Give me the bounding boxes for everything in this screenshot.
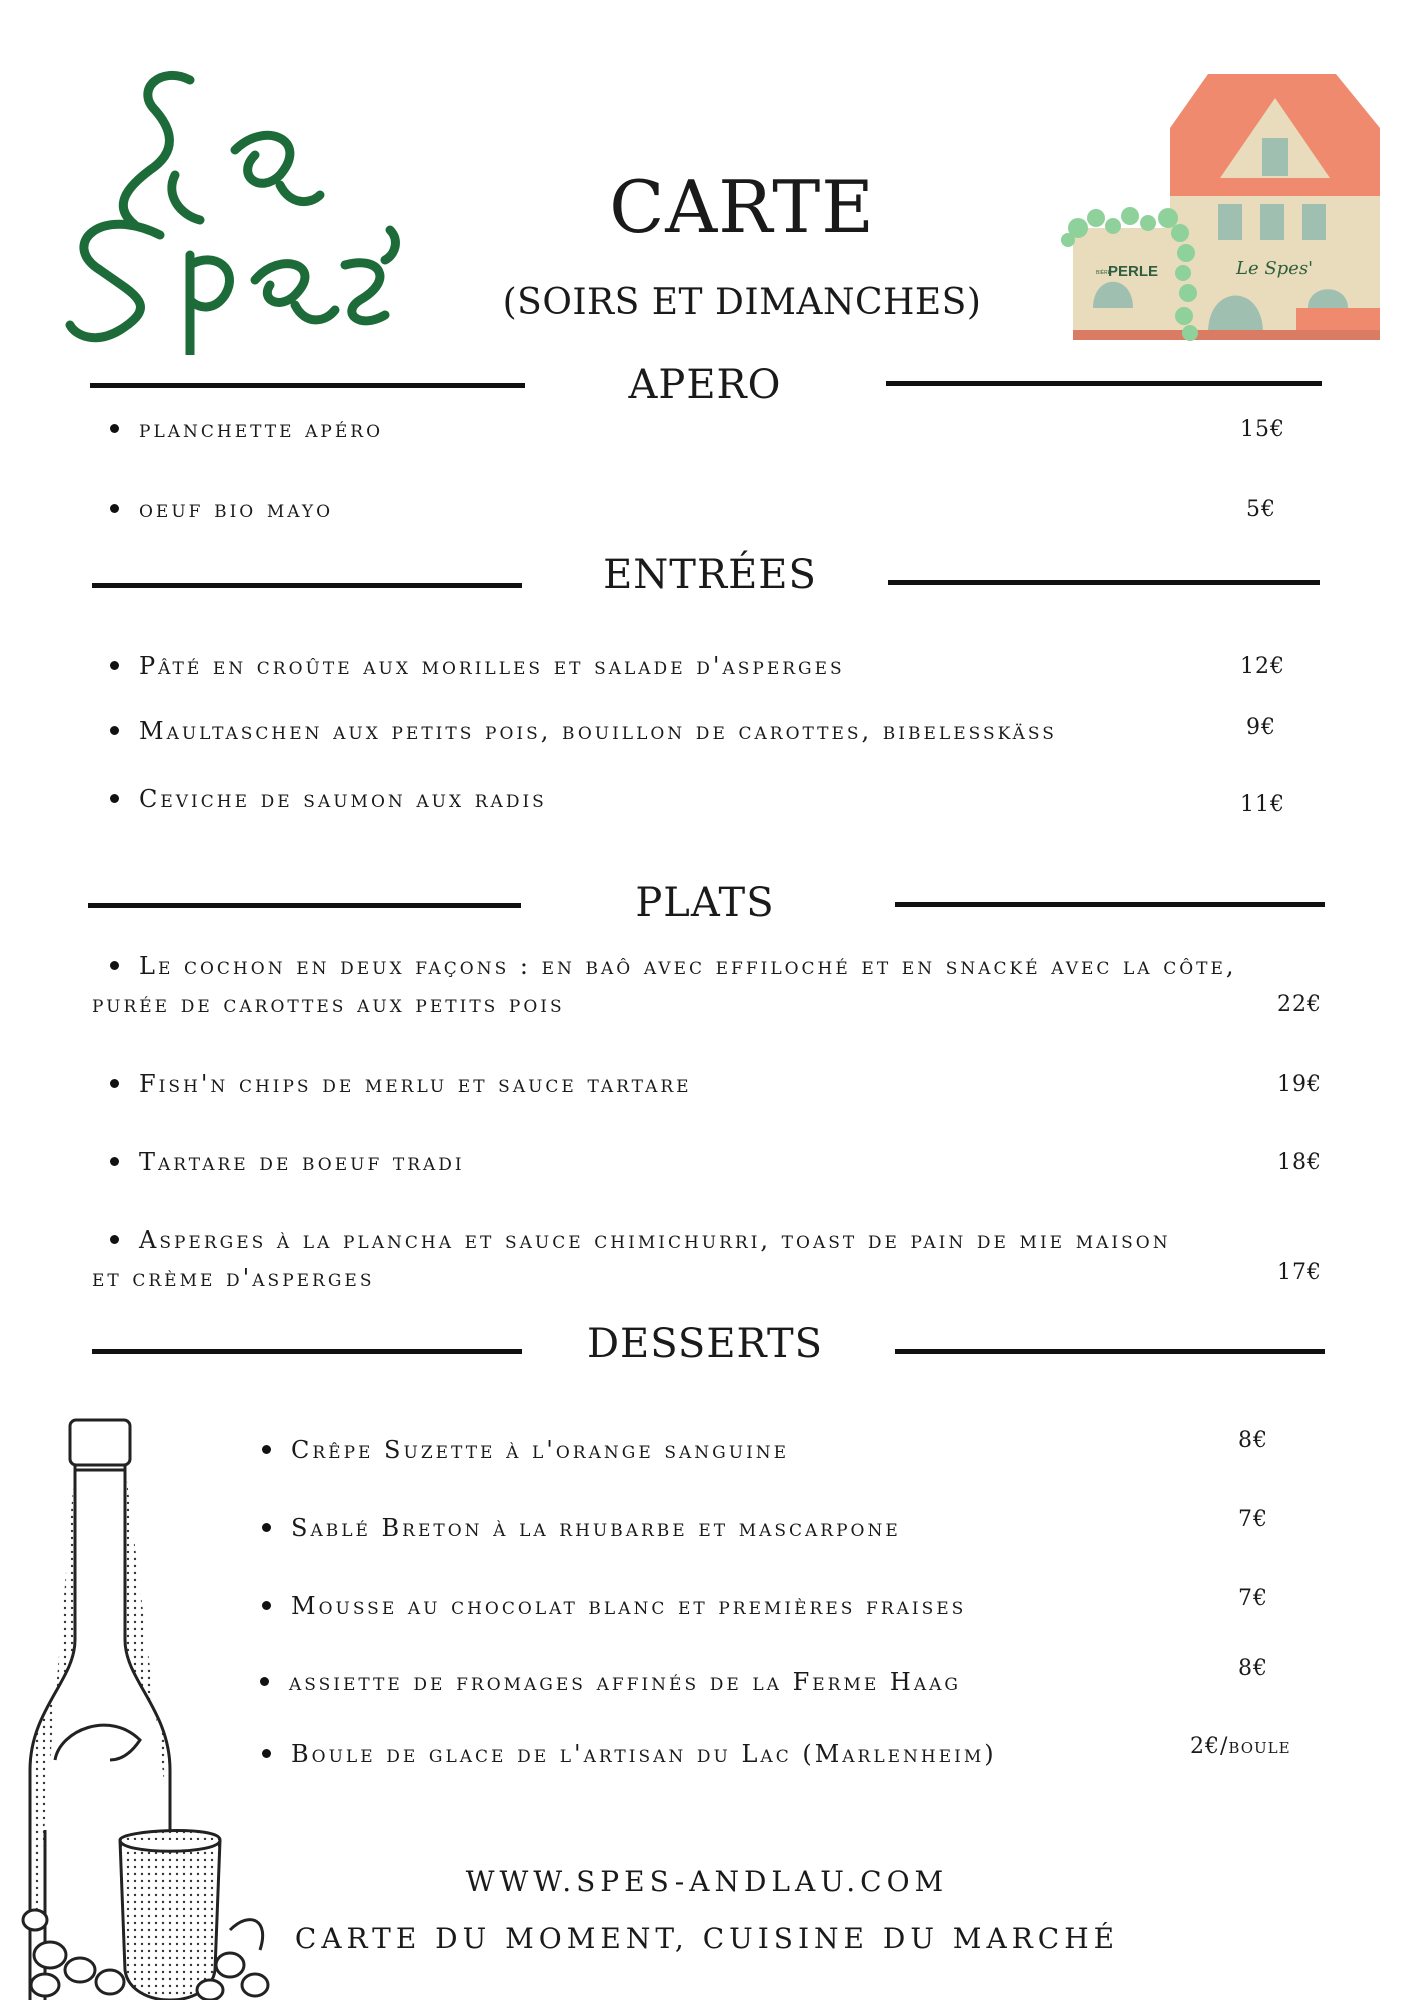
- item-name-line1: Le cochon en deux façons : en baô avec effiloché et en snacké avec la côte,: [139, 952, 1237, 980]
- wine-bottle-glass-illustration: [0, 1410, 285, 2000]
- page-subtitle: (SOIRS ET DIMANCHES): [502, 282, 982, 323]
- bullet-icon: [110, 1235, 119, 1244]
- item-price: 17€: [1277, 1260, 1322, 1285]
- section-title-apero: APERO: [628, 362, 782, 408]
- item-name: Maultaschen aux petits pois, bouillon de carottes, bibelesskäss: [139, 717, 1057, 745]
- item-name: Pâté en croûte aux morilles et salade d'asperges: [139, 652, 845, 680]
- item-name-line2: et crème d'asperges: [92, 1264, 375, 1292]
- item-price: 2€/boule: [1190, 1734, 1291, 1759]
- section-rule-left: [90, 383, 525, 388]
- section-rule-right: [886, 381, 1322, 386]
- footer-tagline: CARTE DU MOMENT, CUISINE DU MARCHÉ: [294, 1922, 1120, 1955]
- bullet-icon: [110, 726, 119, 735]
- item-price: 8€: [1238, 1656, 1268, 1681]
- item-name: oeuf bio mayo: [139, 495, 334, 523]
- list-item: [262, 1436, 789, 1464]
- item-price: 8€: [1238, 1428, 1268, 1453]
- section-rule-right: [888, 580, 1320, 585]
- bullet-icon: [110, 794, 119, 803]
- bullet-icon: [110, 1079, 119, 1088]
- list-item: [260, 1668, 961, 1696]
- bullet-icon: [110, 961, 119, 970]
- bullet-icon: [110, 424, 119, 433]
- item-price: 18€: [1277, 1150, 1322, 1175]
- item-name: Sablé Breton à la rhubarbe et mascarpone: [291, 1514, 901, 1542]
- section-rule-right: [895, 902, 1325, 907]
- list-item: [262, 1514, 901, 1542]
- list-item: [110, 1226, 1171, 1254]
- item-name: Mousse au chocolat blanc et premières fraises: [291, 1592, 967, 1620]
- item-name: Fish'n chips de merlu et sauce tartare: [139, 1070, 692, 1098]
- item-price: 7€: [1238, 1586, 1268, 1611]
- section-rule-left: [92, 583, 522, 588]
- item-name: Boule de glace de l'artisan du Lac (Marlenheim): [291, 1740, 997, 1768]
- item-name-line2: purée de carottes aux petits pois: [92, 990, 565, 1018]
- item-price: 9€: [1246, 715, 1276, 740]
- bullet-icon: [110, 1157, 119, 1166]
- footer-website[interactable]: WWW.SPES-ANDLAU.COM: [465, 1865, 949, 1898]
- list-item: [110, 415, 383, 443]
- list-item: [262, 1740, 997, 1768]
- item-name: Ceviche de saumon aux radis: [139, 785, 547, 813]
- item-price: 7€: [1238, 1507, 1268, 1532]
- list-item: [110, 717, 1057, 745]
- item-price: 12€: [1240, 654, 1285, 679]
- section-title-desserts: DESSERTS: [586, 1321, 824, 1367]
- list-item: [262, 1592, 966, 1620]
- page-title: CARTE: [609, 165, 875, 249]
- item-price: 19€: [1277, 1072, 1322, 1097]
- section-title-plats: PLATS: [635, 880, 775, 926]
- section-title-entrees: ENTRÉES: [603, 552, 817, 598]
- list-item: [110, 652, 845, 680]
- section-rule-left: [88, 903, 521, 908]
- item-name-line1: Asperges à la plancha et sauce chimichurri, toast de pain de mie maison: [139, 1226, 1171, 1254]
- item-name: Tartare de boeuf tradi: [139, 1148, 465, 1176]
- item-name: Crêpe Suzette à l'orange sanguine: [291, 1436, 790, 1464]
- list-item: [110, 1148, 465, 1176]
- bullet-icon: [110, 504, 119, 513]
- bullet-icon: [110, 661, 119, 670]
- list-item: [110, 952, 1237, 980]
- item-price: 5€: [1246, 497, 1276, 522]
- item-price: 11€: [1240, 792, 1285, 817]
- item-price: 15€: [1240, 417, 1285, 442]
- section-rule-left: [92, 1349, 522, 1354]
- item-price: 22€: [1277, 992, 1322, 1017]
- list-item: [110, 785, 547, 813]
- list-item: [110, 1070, 692, 1098]
- item-name: assiette de fromages affinés de la Ferme Haag: [289, 1668, 961, 1696]
- item-name: planchette apéro: [139, 415, 384, 443]
- section-rule-right: [895, 1349, 1325, 1354]
- svg-text:Le Spes': Le Spes': [1236, 258, 1314, 279]
- svg-text:BIÈRE: BIÈRE: [1096, 270, 1112, 276]
- list-item: [110, 495, 333, 523]
- svg-text:PERLE: PERLE: [1108, 263, 1159, 280]
